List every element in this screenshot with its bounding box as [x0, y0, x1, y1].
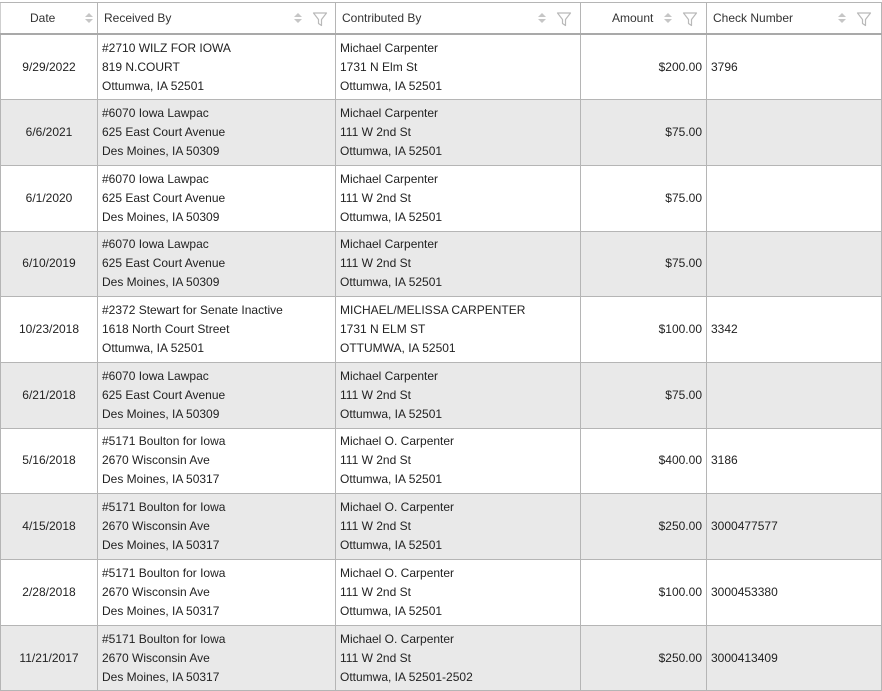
sort-arrows-icon[interactable]: [538, 12, 546, 25]
received-by-cell: [98, 165, 336, 231]
received-by-name: #5171 Boulton for Iowa: [102, 500, 226, 515]
received-by-city: Des Moines, IA 50317: [102, 669, 220, 684]
column-header-label: Check Number: [713, 11, 794, 25]
table-row[interactable]: [1, 362, 882, 428]
contributed-by-city: Ottumwa, IA 52501-2502: [340, 669, 473, 684]
table-row[interactable]: [1, 494, 882, 560]
contributed-by-cell: [336, 362, 581, 428]
check-number-cell: 3186: [707, 428, 882, 494]
contributed-by-name: Michael Carpenter: [340, 368, 439, 383]
column-header-amount[interactable]: [581, 3, 707, 35]
sort-arrows-icon[interactable]: [85, 12, 93, 25]
filter-funnel-icon[interactable]: [312, 11, 328, 27]
check-number-cell: [707, 165, 882, 231]
column-header-date[interactable]: [1, 3, 98, 35]
date-cell: 6/10/2019: [1, 231, 98, 297]
table-row[interactable]: [1, 231, 882, 297]
received-by-name: #2710 WILZ FOR IOWA: [102, 40, 231, 55]
date-cell: 6/21/2018: [1, 362, 98, 428]
amount-cell: $250.00: [581, 494, 707, 560]
contributed-by-city: Ottumwa, IA 52501: [340, 209, 443, 224]
column-header-label: Date: [30, 11, 56, 25]
filter-funnel-icon[interactable]: [856, 11, 872, 27]
check-number-cell: [707, 231, 882, 297]
received-by-street: 1618 North Court Street: [102, 322, 230, 337]
date-cell: 5/16/2018: [1, 428, 98, 494]
sort-arrows-icon[interactable]: [838, 12, 846, 25]
check-number-cell: [707, 100, 882, 166]
sort-arrows-icon[interactable]: [664, 12, 672, 25]
check-number-cell: 3000477577: [707, 494, 882, 560]
date-cell: 6/6/2021: [1, 100, 98, 166]
contributed-by-city: Ottumwa, IA 52501: [340, 406, 443, 421]
received-by-cell: [98, 231, 336, 297]
received-by-street: 2670 Wisconsin Ave: [102, 584, 210, 599]
contributed-by-city: Ottumwa, IA 52501: [340, 603, 443, 618]
contributed-by-street: 111 W 2nd St: [340, 650, 411, 665]
received-by-street: 625 East Court Avenue: [102, 190, 226, 205]
date-cell: 6/1/2020: [1, 165, 98, 231]
received-by-cell: [98, 362, 336, 428]
received-by-cell: [98, 625, 336, 691]
received-by-cell: [98, 34, 336, 100]
received-by-cell: [98, 560, 336, 626]
column-header-label: Amount: [612, 11, 654, 25]
received-by-street: 819 N.COURT: [102, 59, 180, 74]
contributed-by-name: Michael O. Carpenter: [340, 434, 455, 449]
contributed-by-street: 111 W 2nd St: [340, 125, 411, 140]
contributed-by-name: Michael Carpenter: [340, 40, 439, 55]
contributed-by-street: 111 W 2nd St: [340, 519, 411, 534]
received-by-name: #6070 Iowa Lawpac: [102, 237, 209, 252]
table-row[interactable]: [1, 625, 882, 691]
sort-arrows-icon[interactable]: [294, 12, 302, 25]
table-row[interactable]: [1, 297, 882, 363]
contributed-by-street: 111 W 2nd St: [340, 453, 411, 468]
contributed-by-street: 1731 N Elm St: [340, 59, 418, 74]
contributions-table: [0, 2, 882, 691]
table-row[interactable]: [1, 428, 882, 494]
contributed-by-cell: [336, 560, 581, 626]
contributed-by-street: 1731 N ELM ST: [340, 322, 426, 337]
contributed-by-name: Michael O. Carpenter: [340, 631, 455, 646]
table-row[interactable]: [1, 100, 882, 166]
filter-funnel-icon[interactable]: [682, 11, 698, 27]
contributed-by-cell: [336, 165, 581, 231]
check-number-cell: [707, 362, 882, 428]
received-by-street: 2670 Wisconsin Ave: [102, 650, 210, 665]
contributed-by-street: 111 W 2nd St: [340, 387, 411, 402]
amount-cell: $100.00: [581, 297, 707, 363]
received-by-name: #5171 Boulton for Iowa: [102, 565, 226, 580]
received-by-street: 2670 Wisconsin Ave: [102, 453, 210, 468]
contributed-by-cell: [336, 625, 581, 691]
amount-cell: $75.00: [581, 231, 707, 297]
amount-cell: $75.00: [581, 100, 707, 166]
check-number-cell: 3000413409: [707, 625, 882, 691]
check-number-cell: 3796: [707, 34, 882, 100]
contributed-by-cell: [336, 100, 581, 166]
amount-cell: $400.00: [581, 428, 707, 494]
received-by-name: #6070 Iowa Lawpac: [102, 368, 209, 383]
received-by-name: #5171 Boulton for Iowa: [102, 434, 226, 449]
received-by-name: #2372 Stewart for Senate Inactive: [102, 303, 283, 318]
contributed-by-cell: [336, 231, 581, 297]
amount-cell: $250.00: [581, 625, 707, 691]
header-row: [1, 3, 882, 35]
date-cell: 2/28/2018: [1, 560, 98, 626]
date-cell: 9/29/2022: [1, 34, 98, 100]
amount-cell: $75.00: [581, 165, 707, 231]
contributed-by-city: Ottumwa, IA 52501: [340, 472, 443, 487]
filter-funnel-icon[interactable]: [556, 11, 572, 27]
check-number-cell: 3342: [707, 297, 882, 363]
received-by-city: Des Moines, IA 50309: [102, 406, 220, 421]
received-by-cell: [98, 297, 336, 363]
amount-cell: $200.00: [581, 34, 707, 100]
received-by-cell: [98, 494, 336, 560]
column-header-contributed-by[interactable]: [336, 3, 581, 35]
column-header-label: Contributed By: [342, 11, 422, 25]
amount-cell: $75.00: [581, 362, 707, 428]
contributed-by-name: Michael O. Carpenter: [340, 500, 455, 515]
received-by-street: 625 East Court Avenue: [102, 387, 226, 402]
received-by-city: Ottumwa, IA 52501: [102, 341, 205, 356]
received-by-street: 625 East Court Avenue: [102, 256, 226, 271]
received-by-cell: [98, 428, 336, 494]
contributed-by-cell: [336, 428, 581, 494]
received-by-city: Des Moines, IA 50309: [102, 209, 220, 224]
contributed-by-city: OTTUMWA, IA 52501: [340, 341, 456, 356]
contributed-by-name: Michael Carpenter: [340, 171, 439, 186]
check-number-cell: 3000453380: [707, 560, 882, 626]
contributed-by-street: 111 W 2nd St: [340, 256, 411, 271]
column-header-label: Received By: [104, 11, 172, 25]
date-cell: 11/21/2017: [1, 625, 98, 691]
contributed-by-city: Ottumwa, IA 52501: [340, 275, 443, 290]
received-by-city: Des Moines, IA 50309: [102, 275, 220, 290]
amount-cell: $100.00: [581, 560, 707, 626]
received-by-city: Des Moines, IA 50317: [102, 538, 220, 553]
contributed-by-city: Ottumwa, IA 52501: [340, 78, 443, 93]
contributed-by-name: Michael Carpenter: [340, 237, 439, 252]
contributed-by-name: MICHAEL/MELISSA CARPENTER: [340, 303, 526, 318]
received-by-street: 625 East Court Avenue: [102, 125, 226, 140]
table-row[interactable]: [1, 165, 882, 231]
received-by-city: Des Moines, IA 50317: [102, 603, 220, 618]
received-by-street: 2670 Wisconsin Ave: [102, 519, 210, 534]
contributed-by-name: Michael Carpenter: [340, 106, 439, 121]
received-by-name: #6070 Iowa Lawpac: [102, 171, 209, 186]
contributed-by-city: Ottumwa, IA 52501: [340, 538, 443, 553]
table-row[interactable]: [1, 560, 882, 626]
column-header-received-by[interactable]: [98, 3, 336, 35]
received-by-cell: [98, 100, 336, 166]
received-by-city: Ottumwa, IA 52501: [102, 78, 205, 93]
received-by-city: Des Moines, IA 50317: [102, 472, 220, 487]
date-cell: 4/15/2018: [1, 494, 98, 560]
table-row[interactable]: [1, 34, 882, 100]
date-cell: 10/23/2018: [1, 297, 98, 363]
contributed-by-cell: [336, 494, 581, 560]
received-by-city: Des Moines, IA 50309: [102, 144, 220, 159]
contributed-by-cell: [336, 34, 581, 100]
contributed-by-name: Michael O. Carpenter: [340, 565, 455, 580]
received-by-name: #6070 Iowa Lawpac: [102, 106, 209, 121]
contributed-by-street: 111 W 2nd St: [340, 190, 411, 205]
contributed-by-cell: [336, 297, 581, 363]
received-by-name: #5171 Boulton for Iowa: [102, 631, 226, 646]
column-header-check-number[interactable]: [707, 3, 882, 35]
table-body: [1, 34, 882, 691]
contributed-by-street: 111 W 2nd St: [340, 584, 411, 599]
contributed-by-city: Ottumwa, IA 52501: [340, 144, 443, 159]
